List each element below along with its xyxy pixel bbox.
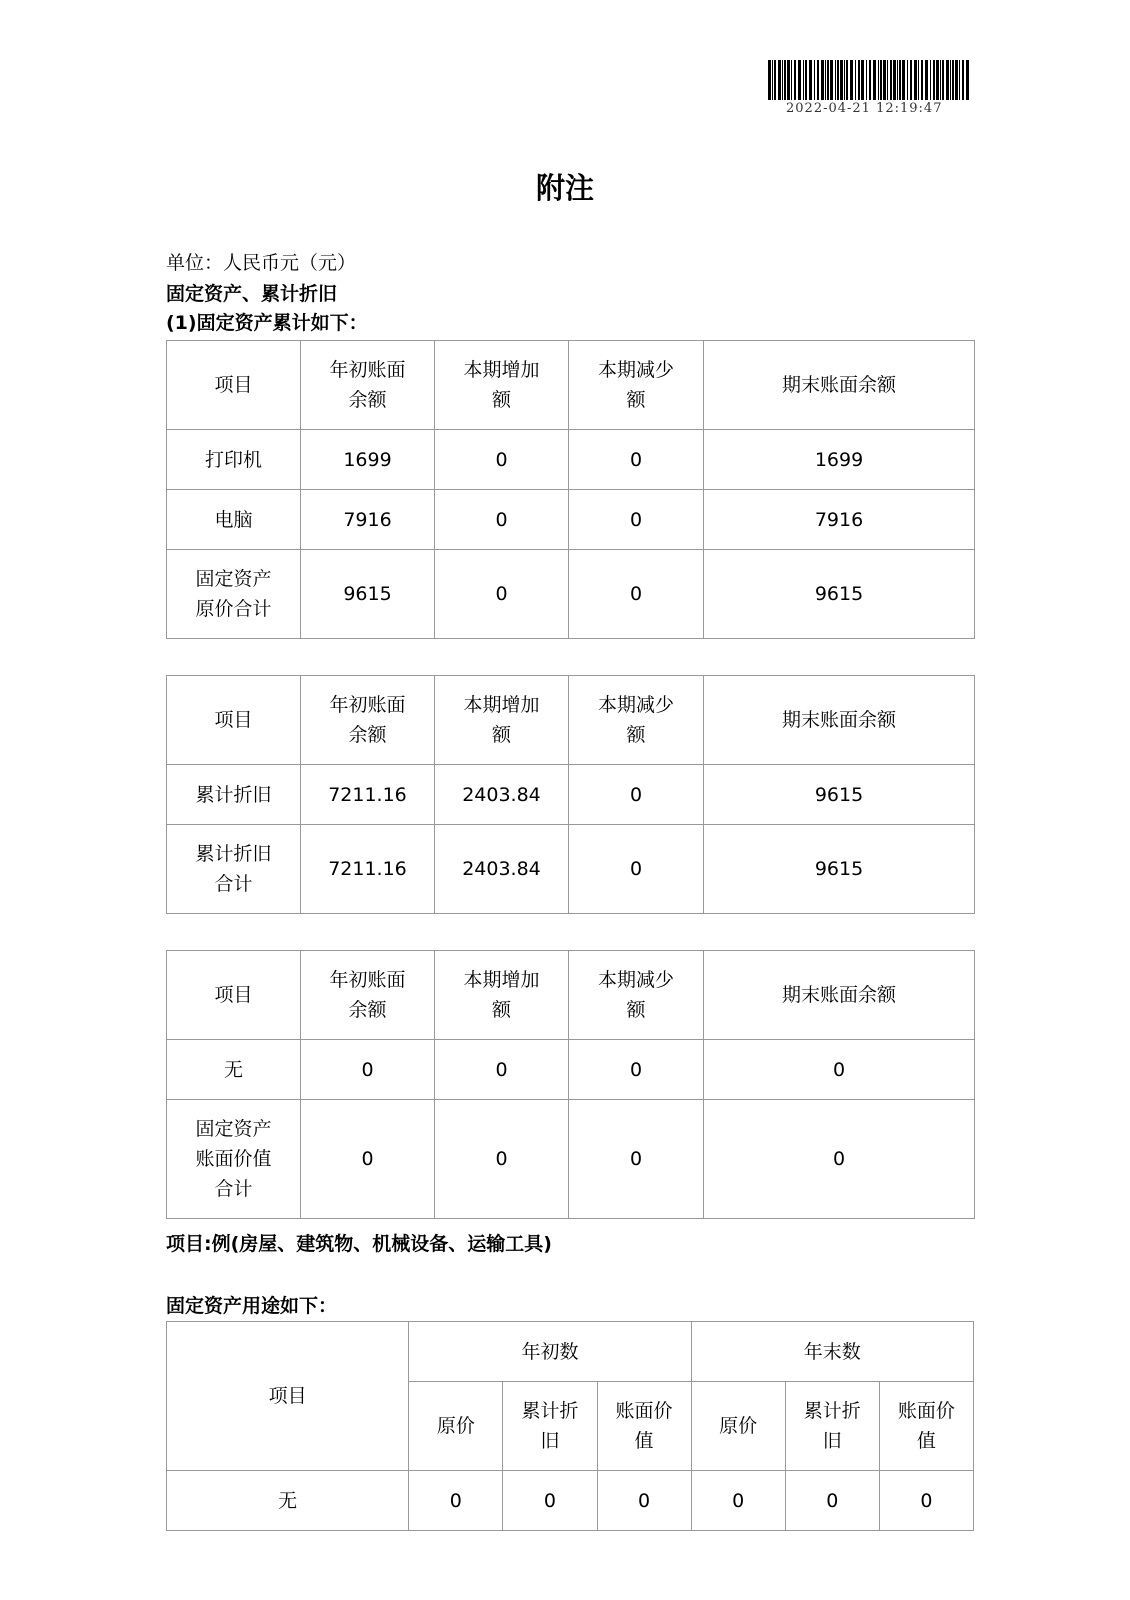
fixed-asset-original-table <box>166 340 975 639</box>
barcode-timestamp: 2022-04-21 12:19:47 <box>786 101 943 116</box>
barcode <box>768 60 974 100</box>
table-header-row <box>167 341 975 430</box>
header-accumulated-depreciation: 累计折 旧 <box>503 1382 597 1471</box>
header-decrease: 本期减少 额 <box>569 951 704 1040</box>
cell-decrease: 0 <box>569 825 704 914</box>
header-book-value: 账面价 值 <box>597 1382 691 1471</box>
table-header-row <box>167 676 975 765</box>
cell-closing: 0 <box>704 1040 975 1100</box>
header-increase: 本期增加 额 <box>435 676 569 765</box>
table-header-row <box>167 1322 974 1382</box>
cell-opening: 1699 <box>301 430 435 490</box>
book-value-table <box>166 950 975 1219</box>
subsection-title: (1)固定资产累计如下： <box>166 312 368 334</box>
cell-opening: 0 <box>301 1100 435 1219</box>
header-increase: 本期增加 额 <box>435 951 569 1040</box>
cell-item: 电脑 <box>167 490 301 550</box>
header-year-begin: 年初数 <box>409 1322 691 1382</box>
page-title: 附注 <box>535 171 594 205</box>
header-item: 项目 <box>167 1322 409 1471</box>
header-increase: 本期增加 额 <box>435 341 569 430</box>
accumulated-depreciation-table <box>166 675 975 914</box>
cell-value: 0 <box>503 1471 597 1531</box>
cell-value: 0 <box>785 1471 879 1531</box>
cell-increase: 0 <box>435 1040 569 1100</box>
header-decrease: 本期减少 额 <box>569 676 704 765</box>
cell-item: 无 <box>167 1040 301 1100</box>
header-item: 项目 <box>167 951 301 1040</box>
header-original-price: 原价 <box>691 1382 785 1471</box>
cell-opening: 7916 <box>301 490 435 550</box>
header-accumulated-depreciation: 累计折 旧 <box>785 1382 879 1471</box>
header-book-value: 账面价 值 <box>879 1382 973 1471</box>
fixed-asset-usage-table <box>166 1321 974 1531</box>
table-total-row <box>167 825 975 914</box>
cell-item: 累计折旧 合计 <box>167 825 301 914</box>
cell-closing: 9615 <box>704 550 975 639</box>
cell-value: 0 <box>691 1471 785 1531</box>
cell-decrease: 0 <box>569 1100 704 1219</box>
header-opening: 年初账面 余额 <box>301 341 435 430</box>
table-header-row <box>167 951 975 1040</box>
cell-increase: 0 <box>435 490 569 550</box>
cell-item: 累计折旧 <box>167 765 301 825</box>
table-row <box>167 490 975 550</box>
table-row <box>167 1471 974 1531</box>
cell-increase: 0 <box>435 550 569 639</box>
header-closing: 期末账面余额 <box>704 951 975 1040</box>
table-total-row <box>167 1100 975 1219</box>
table-row <box>167 765 975 825</box>
header-item: 项目 <box>167 341 301 430</box>
cell-decrease: 0 <box>569 490 704 550</box>
cell-closing: 9615 <box>704 765 975 825</box>
cell-increase: 2403.84 <box>435 765 569 825</box>
header-decrease: 本期减少 额 <box>569 341 704 430</box>
header-closing: 期末账面余额 <box>704 341 975 430</box>
usage-title: 固定资产用途如下： <box>166 1295 338 1317</box>
note-line: 项目:例(房屋、建筑物、机械设备、运输工具) <box>166 1233 552 1255</box>
cell-decrease: 0 <box>569 430 704 490</box>
header-opening: 年初账面 余额 <box>301 951 435 1040</box>
cell-item: 无 <box>167 1471 409 1531</box>
cell-decrease: 0 <box>569 1040 704 1100</box>
cell-value: 0 <box>409 1471 503 1531</box>
header-item: 项目 <box>167 676 301 765</box>
cell-increase: 2403.84 <box>435 825 569 914</box>
cell-increase: 0 <box>435 1100 569 1219</box>
cell-closing: 1699 <box>704 430 975 490</box>
cell-decrease: 0 <box>569 550 704 639</box>
table-row <box>167 430 975 490</box>
cell-value: 0 <box>597 1471 691 1531</box>
cell-decrease: 0 <box>569 765 704 825</box>
cell-item: 打印机 <box>167 430 301 490</box>
cell-closing: 7916 <box>704 490 975 550</box>
cell-opening: 7211.16 <box>301 825 435 914</box>
cell-opening: 9615 <box>301 550 435 639</box>
table-total-row <box>167 550 975 639</box>
cell-increase: 0 <box>435 430 569 490</box>
header-original-price: 原价 <box>409 1382 503 1471</box>
unit-line: 单位：人民币元（元） <box>166 252 357 274</box>
section-title: 固定资产、累计折旧 <box>166 283 338 305</box>
cell-item: 固定资产 账面价值 合计 <box>167 1100 301 1219</box>
header-closing: 期末账面余额 <box>704 676 975 765</box>
cell-closing: 9615 <box>704 825 975 914</box>
header-opening: 年初账面 余额 <box>301 676 435 765</box>
cell-opening: 7211.16 <box>301 765 435 825</box>
cell-item: 固定资产 原价合计 <box>167 550 301 639</box>
table-row <box>167 1040 975 1100</box>
cell-value: 0 <box>879 1471 973 1531</box>
cell-opening: 0 <box>301 1040 435 1100</box>
header-year-end: 年末数 <box>691 1322 973 1382</box>
cell-closing: 0 <box>704 1100 975 1219</box>
